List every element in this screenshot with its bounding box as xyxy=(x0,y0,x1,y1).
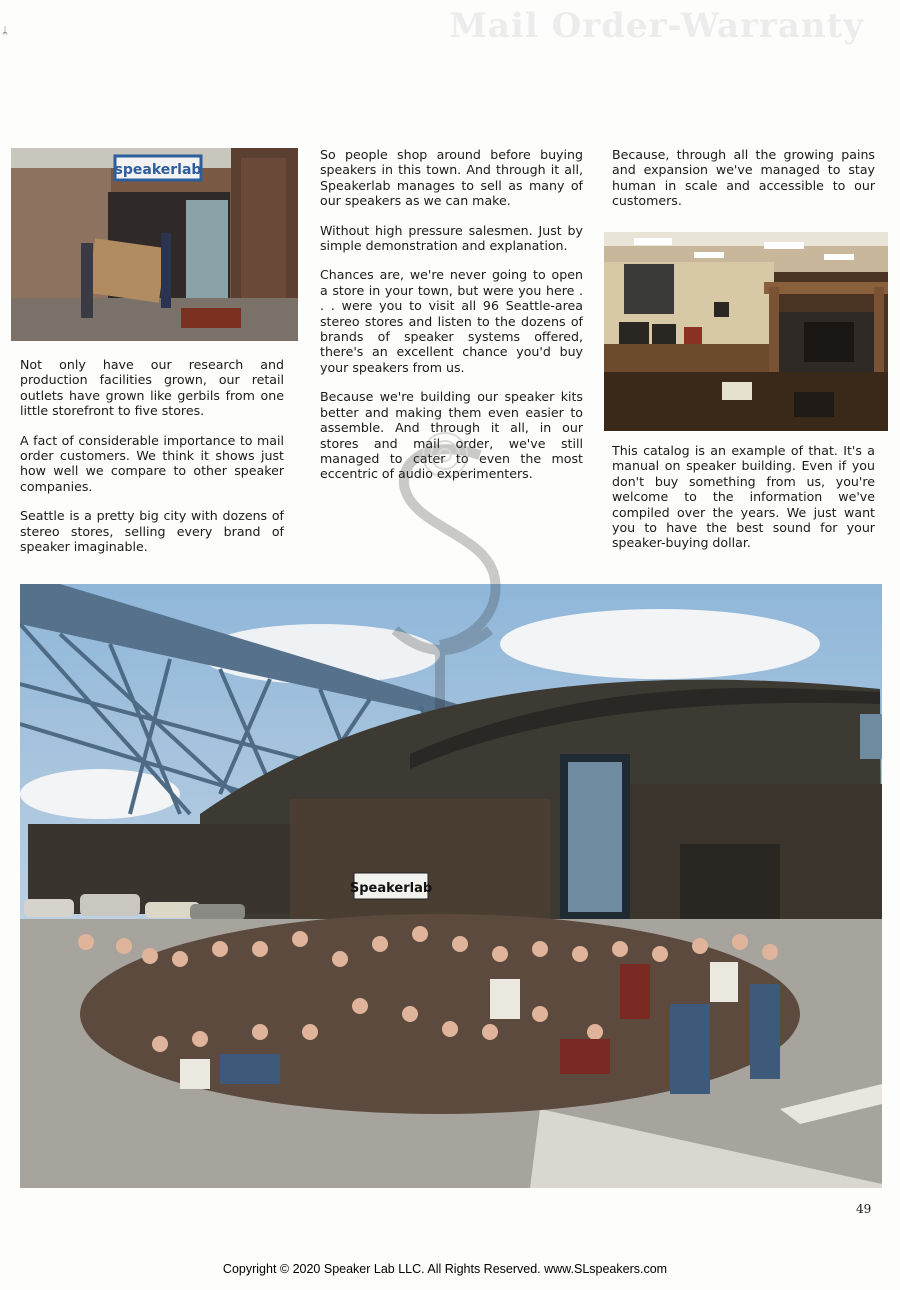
page-number: 49 xyxy=(856,1202,872,1216)
storefront-photo xyxy=(11,148,298,341)
ghost-header: Mail Order-Warranty xyxy=(449,6,864,46)
copyright-line: Copyright © 2020 Speaker Lab LLC. All Rights Reserved. www.SLspeakers.com xyxy=(222,1262,668,1276)
paragraph: Without high pressure salesmen. Just by simple demonstration and explanation. xyxy=(320,222,583,254)
paragraph: Chances are, we're never going to open a store in your town, but were you here . . . were you to visit all 96 Seattle-area stereo stores and listen to the dozens of brands of speaker systems offered, there's an excellent chance you'd buy your speakers from us. xyxy=(320,267,583,375)
paragraph: A fact of considerable importance to mail order customers. We think it shows just how well we compare to other speaker companies. xyxy=(20,432,284,494)
paragraph: This catalog is an example of that. It's a manual on speaker building. Even if you don't buy something from us, you're welcome to the information we've compiled over the years. We just want you to have the best sound for your speaker-buying dollar. xyxy=(612,443,875,551)
paragraph: So people shop around before buying speakers in this town. And through it all, Speakerlab manages to sell as many of our speakers as we can make. xyxy=(320,147,583,209)
column-1 xyxy=(20,357,284,568)
column-3-bottom xyxy=(612,443,875,565)
corner-mark: ᛦ xyxy=(2,26,8,37)
paragraph: Because we're building our speaker kits better and making them even easier to assemble. And through it all, in our stores and mail order, we've still managed to cater to even the most eccentric of audio experimenters. xyxy=(320,389,583,482)
paragraph: Because, through all the growing pains and expansion we've managed to stay human in scale and accessible to our customers. xyxy=(612,147,875,209)
column-3-top xyxy=(612,147,875,223)
paragraph: Seattle is a pretty big city with dozens of stereo stores, selling every brand of speaker imaginable. xyxy=(20,508,284,555)
paragraph: Not only have our research and production facilities grown, our retail outlets have grown like gerbils from one little storefront to five stores. xyxy=(20,357,284,419)
watermark-logo xyxy=(380,430,520,724)
store-interior-photo xyxy=(604,232,888,431)
building-sign: Speakerlab xyxy=(349,881,433,896)
storefront-sign: speakerlab xyxy=(114,162,202,178)
